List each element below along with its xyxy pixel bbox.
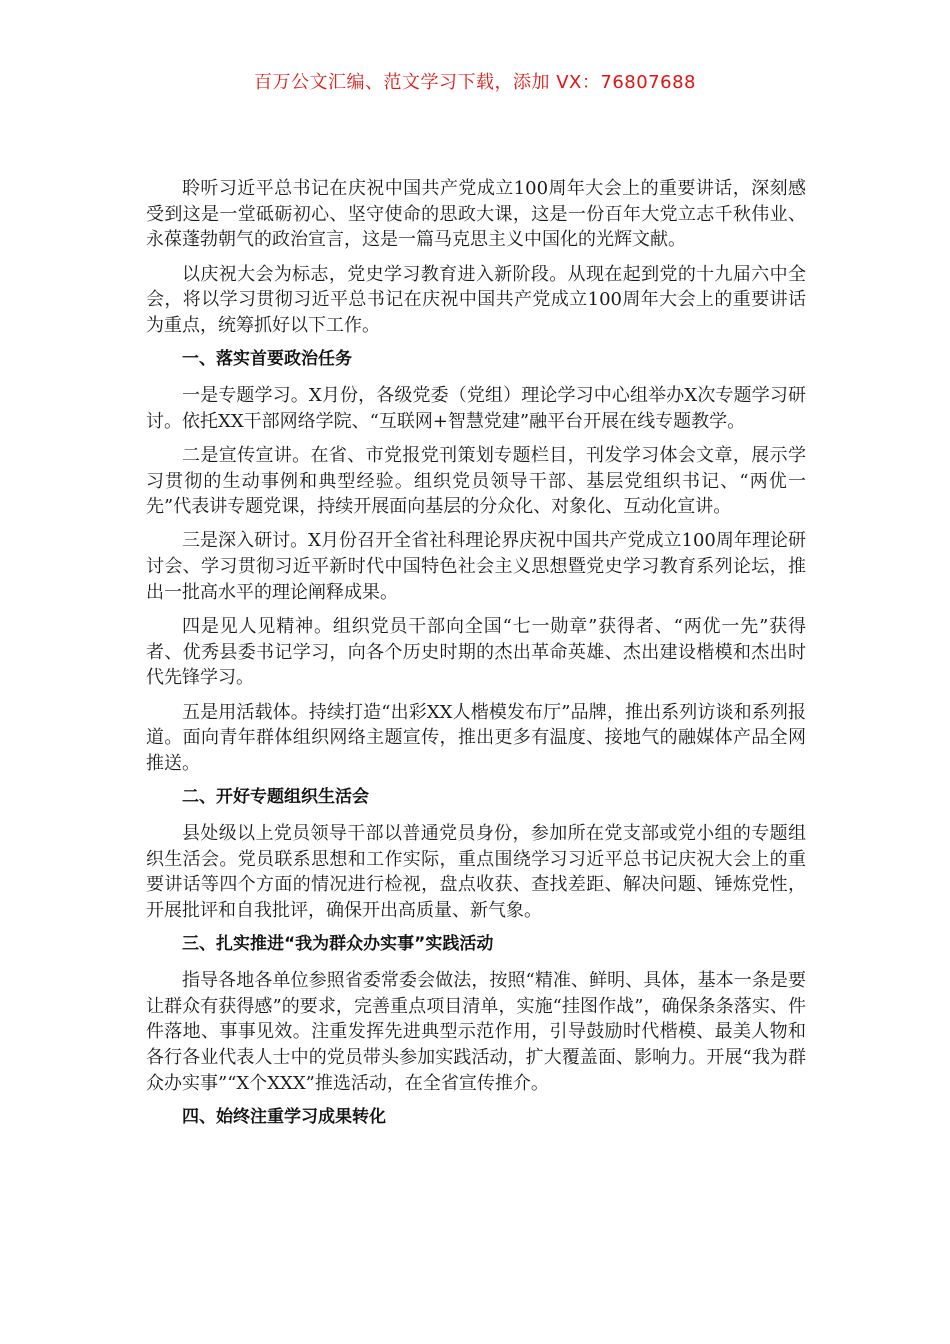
document-body bbox=[146, 176, 806, 1141]
paragraph: 指导各地各单位参照省委常委会做法，按照“精准、鲜明、具体，基本一条是要让群众有获得感”的要求，完善重点项目清单，实施“挂图作战”，确保条条落实、件件落地、事事见效。注重发挥先进典型示范作用，引导鼓励时代楷模、最美人物和各行各业代表人士中的党员带头参加实践活动，扩大覆盖面、影响力。开展“我为群众办实事”“X个XXX”推选活动，在全省宣传推介。 bbox=[146, 969, 806, 1094]
paragraph: 以庆祝大会为标志，党史学习教育进入新阶段。从现在起到党的十九届六中全会，将以学习贯彻习近平总书记在庆祝中国共产党成立100周年大会上的重要讲话为重点，统筹抓好以下工作。 bbox=[146, 263, 806, 337]
section-heading: 一、落实首要政治任务 bbox=[182, 349, 352, 370]
paragraph: 三是深入研讨。X月份召开全省社科理论界庆祝中国共产党成立100周年理论研讨会、学习贯彻习近平新时代中国特色社会主义思想暨党史学习教育系列论坛，推出一批高水平的理论阐释成果。 bbox=[146, 530, 806, 603]
paragraph: 二是宣传宣讲。在省、市党报党刊策划专题栏目，刊发学习体会文章，展示学习贯彻的生动事例和典型经验。组织党员领导干部、基层党组织书记、“两优一先”代表讲专题党课，持续开展面向基层的分众化、对象化、互动化宣讲。 bbox=[146, 444, 806, 518]
section-heading: 三、扎实推进“我为群众办实事”实践活动 bbox=[182, 934, 494, 955]
paragraph: 县处级以上党员领导干部以普通党员身份，参加所在党支部或党小组的专题组织生活会。党员联系思想和工作实际，重点围绕学习习近平总书记庆祝大会上的重要讲话等四个方面的情况进行检视，盘点收获、查找差距、解决问题、锤炼党性，开展批评和自我批评，确保开出高质量、新气象。 bbox=[146, 822, 806, 922]
section-heading: 四、始终注重学习成果转化 bbox=[182, 1107, 386, 1127]
paragraph: 聆听习近平总书记在庆祝中国共产党成立100周年大会上的重要讲话，深刻感受到这是一堂砥砺初心、坚守使命的思政大课，这是一份百年大党立志千秋伟业、永葆蓬勃朝气的政治宣言，这是一篇马克思主义中国化的光辉文献。 bbox=[146, 178, 806, 251]
page-header-watermark: 百万公文汇编、范文学习下载，添加 VX：76807688 bbox=[254, 72, 696, 93]
paragraph: 四是见人见精神。组织党员干部向全国“七一勋章”获得者、“两优一先”获得者、优秀县委书记学习，向各个历史时期的杰出革命英雄、杰出建设楷模和杰出时代先锋学习。 bbox=[146, 616, 806, 689]
paragraph: 一是专题学习。X月份，各级党委（党组）理论学习中心组举办X次专题学习研讨。依托XX干部网络学院、“互联网+智慧党建”融平台开展在线专题教学。 bbox=[146, 384, 806, 432]
paragraph: 五是用活载体。持续打造“出彩XX人楷模发布厅”品牌，推出系列访谈和系列报道。面向青年群体组织网络主题宣传，推出更多有温度、接地气的融媒体产品全网推送。 bbox=[146, 701, 806, 775]
section-heading: 二、开好专题组织生活会 bbox=[182, 787, 369, 808]
